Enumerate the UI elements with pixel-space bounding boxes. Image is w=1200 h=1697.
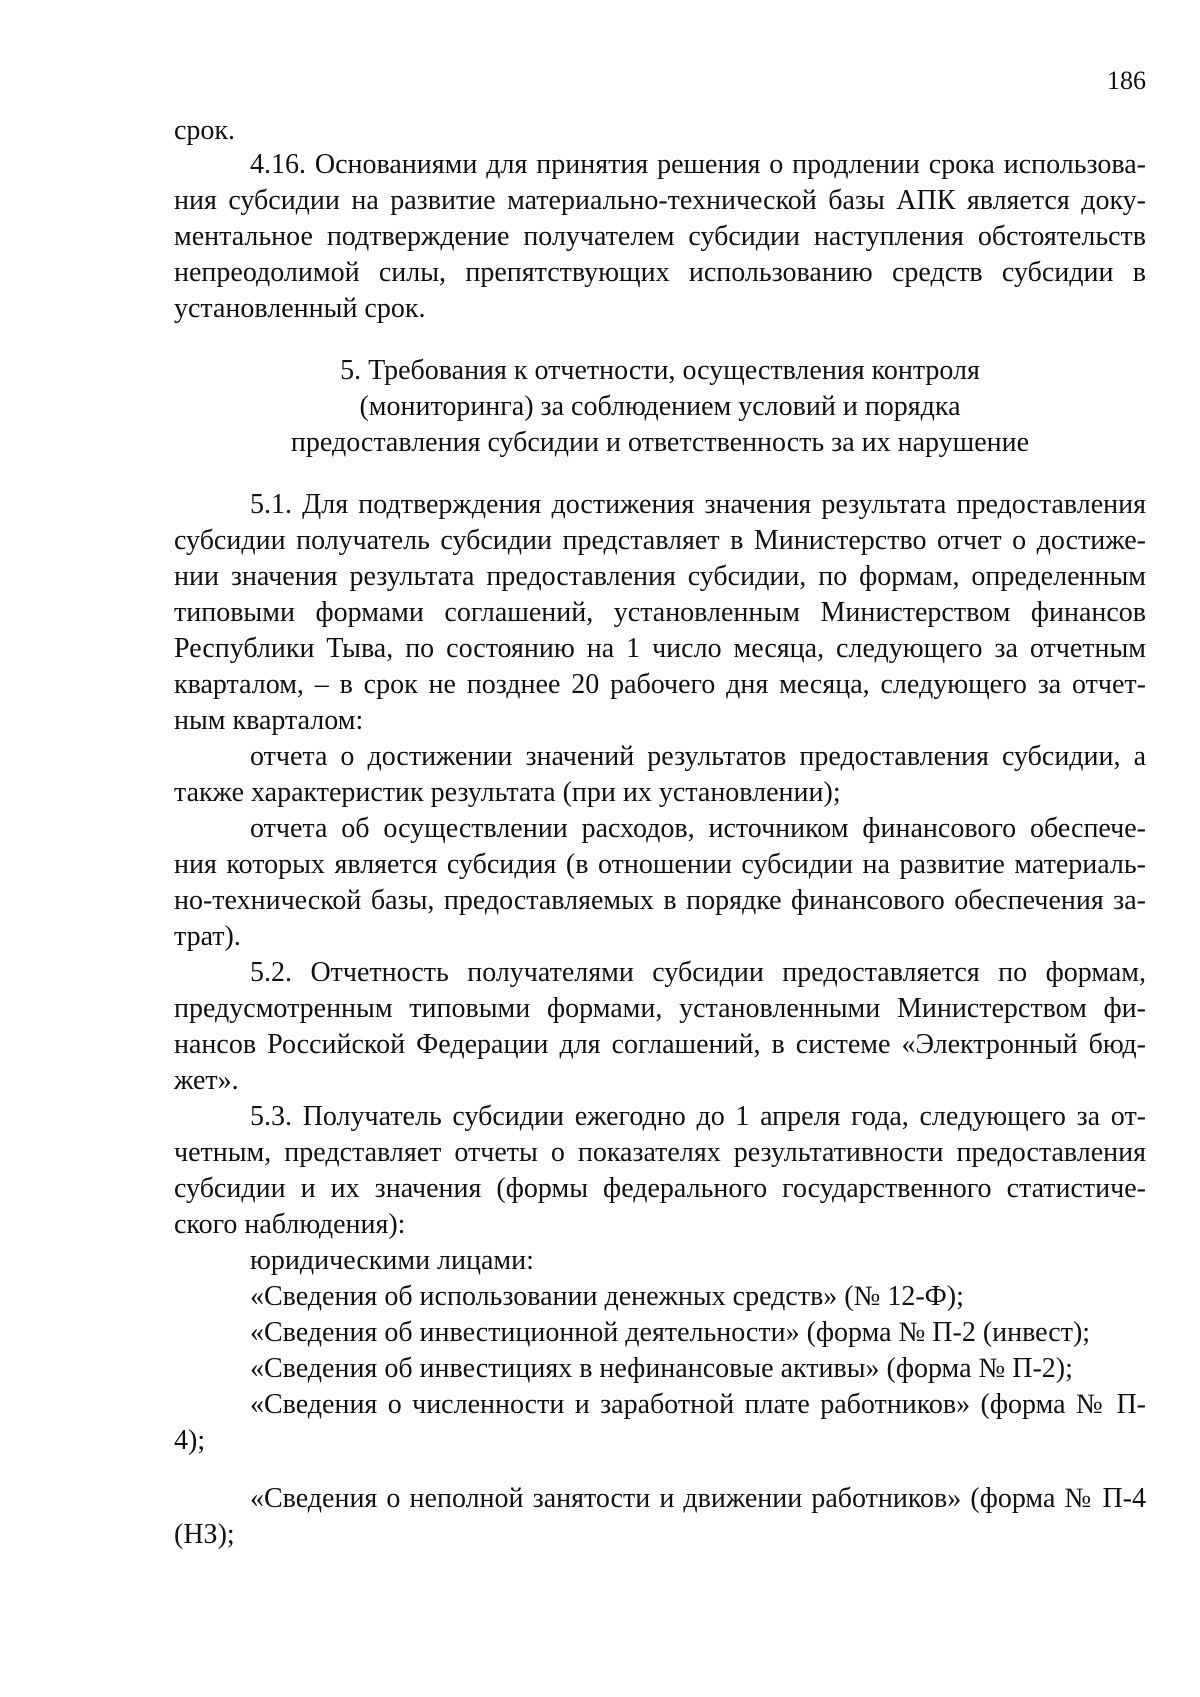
- text-line: также характеристик результата (при их установлении);: [174, 777, 841, 808]
- text-line: субсидии и их значения (формы федерального государственного статистиче-: [174, 1173, 1146, 1204]
- text-line: 5.1. Для подтверждения достижения значения результата предоставления: [250, 489, 1146, 520]
- text-line: отчета о достижении значений результатов предоставления субсидии, а: [250, 741, 1146, 772]
- section-heading-line: предоставления субсидии и ответственность за их нарушение: [290, 427, 1030, 458]
- text-line: типовыми формами соглашений, установленным Министерством финансов: [174, 597, 1146, 628]
- text-line: ния которых является субсидия (в отношении субсидии на развитие материаль-: [174, 849, 1146, 880]
- text-line: жет».: [174, 1065, 239, 1096]
- text-line: нансов Российской Федерации для соглашений, в системе «Электронный бюд-: [174, 1029, 1146, 1060]
- text-line: четным, представляет отчеты о показателях результативности предоставления: [174, 1137, 1146, 1168]
- text-line: 5.2. Отчетность получателями субсидии предоставляется по формам,: [250, 957, 1146, 988]
- text-line: ментальное подтверждение получателем субсидии наступления обстоятельств: [174, 221, 1146, 252]
- text-line: «Сведения об использовании денежных средств» (№ 12-Ф);: [250, 1281, 964, 1312]
- text-line: срок.: [174, 115, 236, 146]
- text-line: отчета об осуществлении расходов, источником финансового обеспече-: [250, 813, 1146, 844]
- text-line: «Сведения о неполной занятости и движении работников» (форма № П-4: [250, 1483, 1146, 1514]
- text-line: 5.3. Получатель субсидии ежегодно до 1 апреля года, следующего за от-: [250, 1101, 1146, 1132]
- text-line: юридическими лицами:: [250, 1245, 534, 1276]
- page-number: 186: [1107, 66, 1146, 95]
- text-line: ным кварталом:: [174, 705, 364, 736]
- text-line: нии значения результата предоставления субсидии, по формам, определенным: [174, 561, 1146, 592]
- text-line: предусмотренным типовыми формами, установленными Министерством фи-: [174, 993, 1146, 1024]
- text-line: ния субсидии на развитие материально-технической базы АПК является доку-: [174, 185, 1146, 216]
- text-line: «Сведения об инвестициях в нефинансовые активы» (форма № П-2);: [250, 1353, 1073, 1384]
- text-line: кварталом, – в срок не позднее 20 рабочего дня месяца, следующего за отчет-: [174, 669, 1146, 700]
- text-line: непреодолимой силы, препятствующих использованию средств субсидии в: [174, 257, 1146, 288]
- text-line: Республики Тыва, по состоянию на 1 число месяца, следующего за отчетным: [174, 633, 1146, 664]
- text-line: 4);: [174, 1425, 206, 1456]
- text-line: «Сведения об инвестиционной деятельности» (форма № П-2 (инвест);: [250, 1317, 1091, 1348]
- section-heading-line: 5. Требования к отчетности, осуществления контроля: [340, 355, 980, 386]
- text-line: субсидии получатель субсидии представляет в Министерство отчет о достиже-: [174, 525, 1146, 556]
- text-line: (НЗ);: [174, 1519, 235, 1550]
- text-line: установленный срок.: [174, 293, 426, 324]
- section-heading-line: (мониторинга) за соблюдением условий и порядка: [359, 391, 961, 422]
- text-line: но-технической базы, предоставляемых в порядке финансового обеспечения за-: [174, 885, 1146, 916]
- text-line: ского наблюдения):: [174, 1209, 406, 1240]
- text-line: «Сведения о численности и заработной плате работников» (форма № П-: [250, 1389, 1146, 1420]
- text-line: 4.16. Основаниями для принятия решения о продлении срока использова-: [250, 149, 1146, 180]
- text-line: трат).: [174, 921, 241, 952]
